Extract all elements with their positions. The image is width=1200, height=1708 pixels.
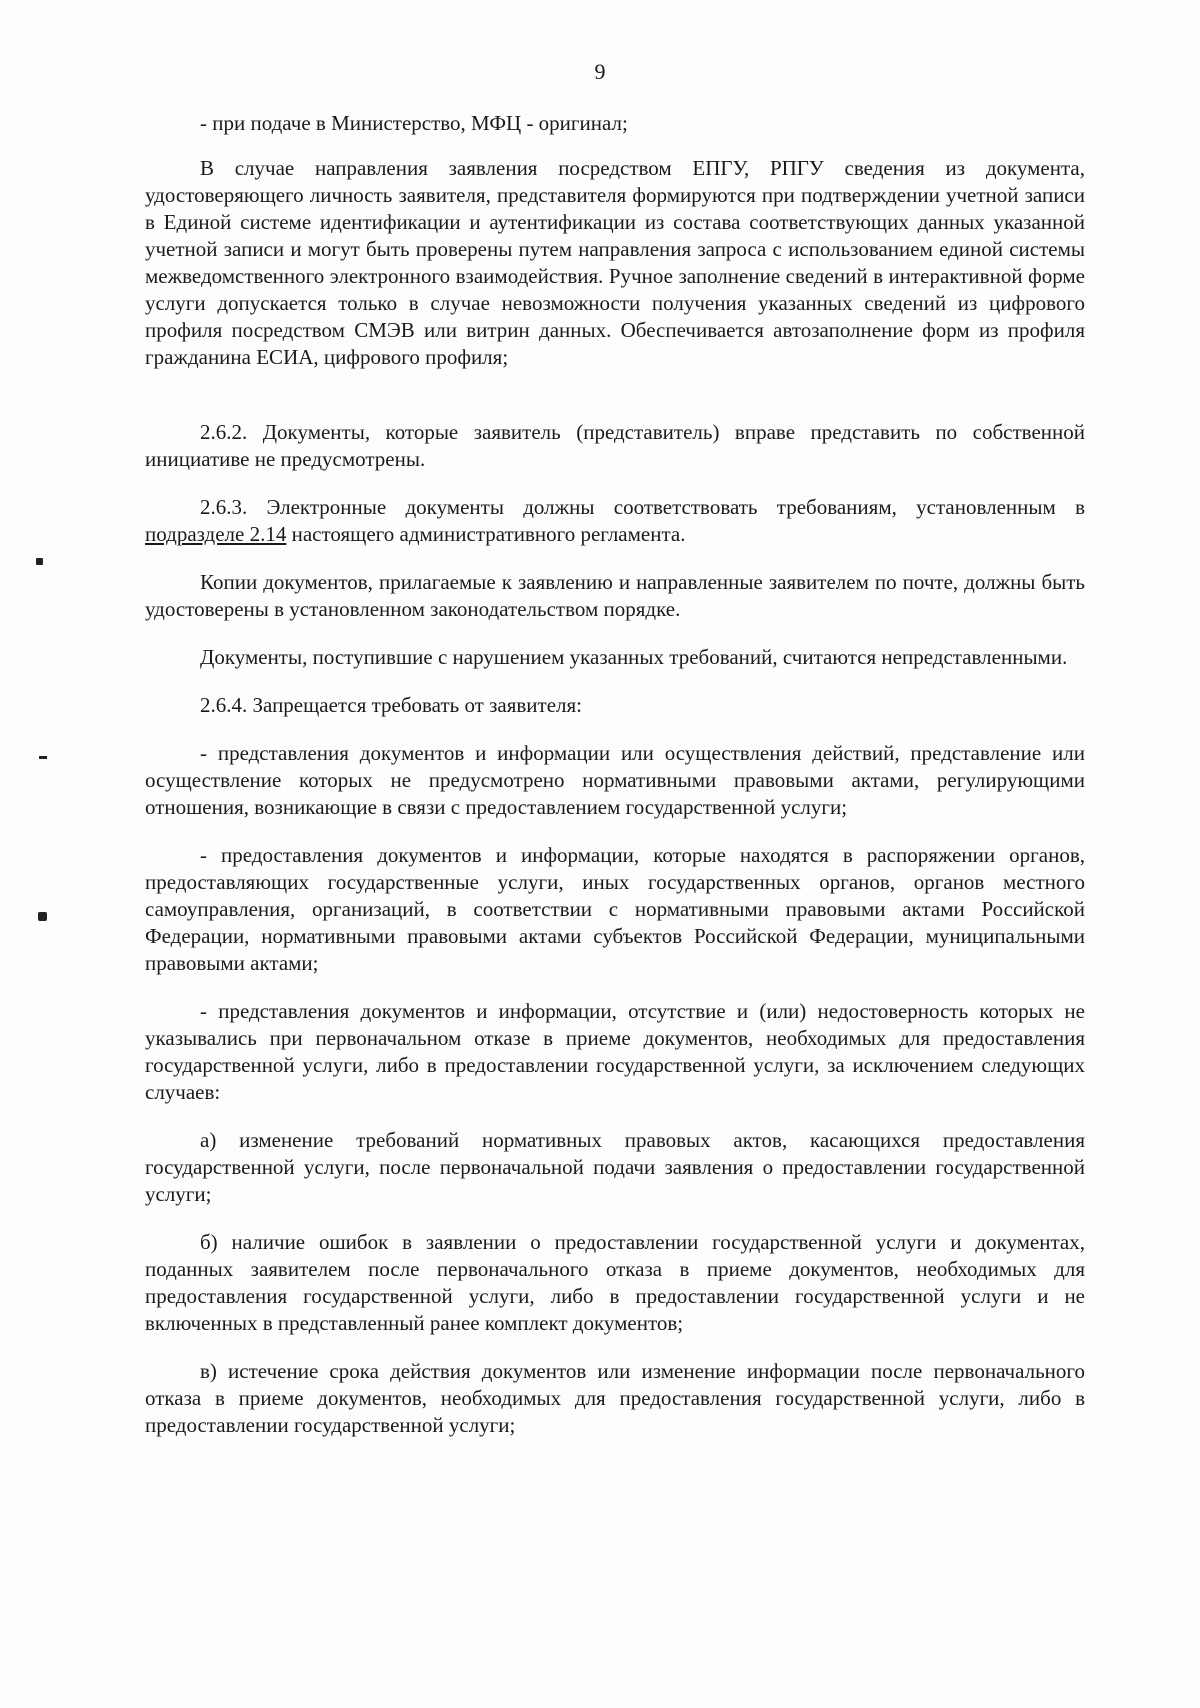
- page-number: 9: [594, 59, 606, 84]
- scan-speck: [36, 558, 43, 565]
- list-item-documents-not-indicated: - представления документов и информации, отсутствие и (или) недостоверность которых не указывались при первоначальном отказе в приеме документов, необходимых для предоставления государственной услуги, либо в предоставлении государственной услуги, за исключением следующих случаев:: [145, 999, 1085, 1104]
- paragraph-2-6-2: 2.6.2. Документы, которые заявитель (представитель) вправе представить по собственной инициативе не предусмотрены.: [145, 420, 1085, 471]
- paragraph-epgu-identity: В случае направления заявления посредством ЕПГУ, РПГУ сведения из документа, удостоверяющего личность заявителя, представителя формируются при подтверждении учетной записи в Единой системе идентификации и аутентификации из состава соответствующих данных указанной учетной записи и могут быть проверены путем направления запроса с использованием единой системы межведомственного электронного взаимодействия. Ручное заполнение сведений в интерактивной форме услуги допускается только в случае невозможности получения указанных сведений из цифрового профиля посредством СМЭВ или витрин данных. Обеспечивается автозаполнение форм из профиля гражданина ЕСИА, цифрового профиля;: [145, 156, 1085, 369]
- exception-b: б) наличие ошибок в заявлении о предоставлении государственной услуги и документах, поданных заявителем после первоначального отказа в приеме документов, необходимых для предоставления государственной услуги, либо в предоставлении государственной услуги и не включенных в представленный ранее комплект документов;: [145, 1230, 1085, 1335]
- paragraph-2-6-3-tail: настоящего административного регламента.: [286, 522, 686, 546]
- exception-a: а) изменение требований нормативных правовых актов, касающихся предоставления государственной услуги, после первоначальной подачи заявления о предоставлении государственной услуги;: [145, 1128, 1085, 1206]
- paragraph-2-6-3: [145, 494, 1085, 548]
- paragraph-original-submission: - при подаче в Министерство, МФЦ - оригинал;: [200, 111, 628, 135]
- paragraph-2-6-4: 2.6.4. Запрещается требовать от заявителя:: [200, 693, 583, 717]
- subsection-2-14-link[interactable]: подразделе 2.14: [145, 522, 287, 546]
- paragraph-not-submitted: Документы, поступившие с нарушением указанных требований, считаются непредставленными.: [200, 645, 1068, 669]
- list-item-prohibited-actions: - представления документов и информации или осуществления действий, представление или осуществление которых не предусмотрено нормативными правовыми актами, регулирующими отношения, возникающие в связи с предоставлением государственной услуги;: [145, 741, 1085, 819]
- document-body: [145, 110, 1085, 1439]
- paragraph-document-copies: Копии документов, прилагаемые к заявлению и направленные заявителем по почте, должны быть удостоверены в установленном законодательством порядке.: [145, 570, 1085, 621]
- exception-c: в) истечение срока действия документов или изменение информации после первоначального отказа в приеме документов, необходимых для предоставления государственной услуги, либо в предоставлении государственной услуги;: [145, 1359, 1085, 1437]
- paragraph-2-6-3-text: 2.6.3. Электронные документы должны соответствовать требованиям, установленным в: [200, 495, 1085, 519]
- list-item-documents-in-possession: - предоставления документов и информации, которые находятся в распоряжении органов, предоставляющих государственные услуги, иных государственных органов, органов местного самоуправления, организаций, в соответствии с нормативными правовыми актами Российской Федерации, нормативными правовыми актами субъектов Российской Федерации, муниципальными правовыми актами;: [145, 843, 1085, 975]
- scan-speck: [39, 756, 47, 759]
- scan-speck: [38, 912, 47, 921]
